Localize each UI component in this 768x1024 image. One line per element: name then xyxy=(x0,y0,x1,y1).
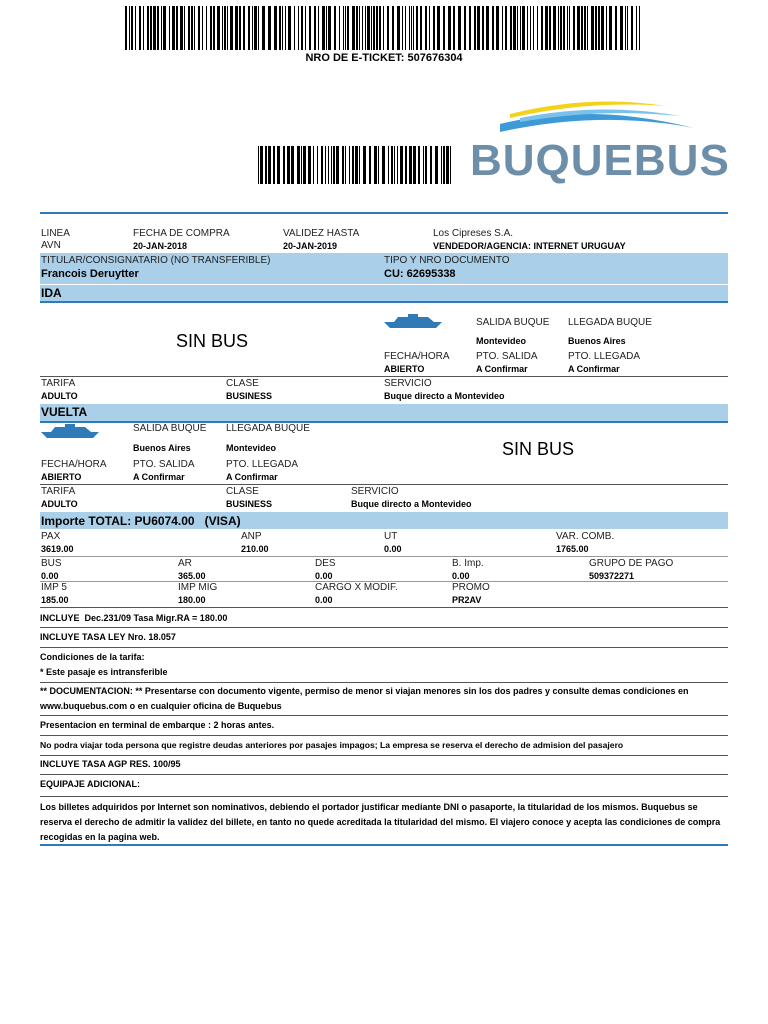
ida-fecha-label: FECHA/HORA xyxy=(384,351,450,362)
ida-llegada-buque-label: LLEGADA BUQUE xyxy=(568,317,652,328)
des-label: DES xyxy=(315,558,336,569)
barcode-bar xyxy=(374,146,377,184)
imp5-value: 185.00 xyxy=(41,595,69,605)
barcode-bar xyxy=(262,6,265,50)
barcode-bar xyxy=(308,146,311,184)
barcode-bar xyxy=(172,6,175,50)
pax-value: 3619.00 xyxy=(41,544,74,554)
barcode-bar xyxy=(448,6,451,50)
barcode-bar xyxy=(258,146,259,184)
vuelta-pto-salida-value: A Confirmar xyxy=(133,472,185,482)
barcode-bar xyxy=(418,146,420,184)
logo-barcode xyxy=(258,146,452,184)
varcomb-label: VAR. COMB. xyxy=(556,531,615,542)
cargo-value: 0.00 xyxy=(315,595,333,605)
note-tasa-migr: INCLUYE Dec.231/09 Tasa Migr.RA = 180.00 xyxy=(40,613,228,623)
barcode-bar xyxy=(184,6,185,50)
barcode-bar xyxy=(301,6,303,50)
notes-divider-6 xyxy=(40,755,728,756)
vuelta-clase-value: BUSINESS xyxy=(226,499,273,509)
barcode-bar xyxy=(147,6,149,50)
ut-value: 0.00 xyxy=(384,544,402,554)
importe-divider-1 xyxy=(40,556,728,557)
barcode-bar xyxy=(486,6,489,50)
notes-divider-4 xyxy=(40,715,728,716)
ar-label: AR xyxy=(178,558,192,569)
brand-name: BUQUEBUS xyxy=(470,136,730,185)
barcode-bar xyxy=(379,6,381,50)
barcode-bar xyxy=(537,6,538,50)
barcode-bar xyxy=(274,6,277,50)
barcode-bar xyxy=(639,6,640,50)
fecha-compra-label: FECHA DE COMPRA xyxy=(133,228,230,239)
ida-pto-salida-value: A Confirmar xyxy=(476,364,528,374)
barcode-bar xyxy=(333,146,335,184)
ida-salida-buque-label: SALIDA BUQUE xyxy=(476,317,550,328)
barcode-bar xyxy=(252,6,253,50)
barcode-bar xyxy=(433,6,435,50)
barcode-bar xyxy=(636,6,637,50)
barcode-bar xyxy=(560,6,562,50)
divider-bottom xyxy=(40,844,728,846)
barcode-bar xyxy=(411,6,412,50)
barcode-bar xyxy=(153,6,156,50)
barcode-bar xyxy=(496,6,499,50)
barcode-bar xyxy=(477,6,480,50)
barcode-bar xyxy=(443,146,445,184)
barcode-bar xyxy=(298,6,299,50)
barcode-bar xyxy=(235,6,238,50)
notes-divider-5 xyxy=(40,735,728,736)
impmig-label: IMP MIG xyxy=(178,582,218,593)
barcode-bar xyxy=(297,146,300,184)
des-value: 0.00 xyxy=(315,571,333,581)
barcode-bar xyxy=(328,6,331,50)
divider-top xyxy=(40,212,728,214)
ida-divider xyxy=(40,301,728,303)
barcode-bar xyxy=(581,6,583,50)
fecha-compra-value: 20-JAN-2018 xyxy=(133,241,188,251)
vuelta-pto-llegada-value: A Confirmar xyxy=(226,472,278,482)
vuelta-tarifa-label: TARIFA xyxy=(41,486,76,497)
barcode-bar xyxy=(425,6,427,50)
barcode-bar xyxy=(277,146,280,184)
barcode-bar xyxy=(198,6,200,50)
barcode-bar xyxy=(409,6,410,50)
barcode-bar xyxy=(258,6,259,50)
barcode-bar xyxy=(573,6,575,50)
vuelta-llegada-buque-label: LLEGADA BUQUE xyxy=(226,423,310,434)
barcode-bar xyxy=(469,6,471,50)
barcode-bar xyxy=(339,6,340,50)
barcode-bar xyxy=(222,6,223,50)
barcode-bar xyxy=(627,6,628,50)
barcode-bar xyxy=(373,6,375,50)
cargo-label: CARGO X MODIF. xyxy=(315,582,398,593)
barcode-bar xyxy=(352,6,355,50)
barcode-bar xyxy=(446,146,449,184)
barcode-bar xyxy=(482,6,484,50)
barcode-bar xyxy=(227,6,228,50)
validez-value: 20-JAN-2019 xyxy=(283,241,338,251)
barcode-bar xyxy=(188,6,190,50)
linea-label: LINEA xyxy=(41,228,70,239)
barcode-bar xyxy=(513,6,516,50)
barcode-bar xyxy=(450,146,451,184)
notes-divider-2 xyxy=(40,647,728,648)
barcode-bar xyxy=(239,6,241,50)
varcomb-value: 1765.00 xyxy=(556,544,589,554)
barcode-bar xyxy=(273,146,275,184)
barcode-bar xyxy=(336,146,339,184)
ida-clase-value: BUSINESS xyxy=(226,391,273,401)
barcode-bar xyxy=(416,6,418,50)
validez-label: VALIDEZ HASTA xyxy=(283,228,360,239)
barcode-bar xyxy=(356,6,358,50)
barcode-bar xyxy=(631,6,633,50)
vuelta-tarifa-divider xyxy=(40,484,728,485)
barcode-bar xyxy=(260,146,263,184)
barcode-bar xyxy=(394,146,395,184)
impmig-value: 180.00 xyxy=(178,595,206,605)
barcode-bar xyxy=(420,6,422,50)
vuelta-fecha-label: FECHA/HORA xyxy=(41,459,107,470)
barcode-bar xyxy=(553,6,556,50)
linea-value: AVN xyxy=(41,240,61,251)
notes-divider-3 xyxy=(40,682,728,683)
notes-divider-0 xyxy=(40,607,728,608)
barcode-bar xyxy=(169,6,170,50)
ida-title: IDA xyxy=(41,286,62,300)
barcode-bar xyxy=(378,146,379,184)
vuelta-fecha-value: ABIERTO xyxy=(41,472,82,482)
barcode-bar xyxy=(437,6,440,50)
barcode-bar xyxy=(243,6,245,50)
barcode-bar xyxy=(474,6,476,50)
anp-value: 210.00 xyxy=(241,544,269,554)
anp-label: ANP xyxy=(241,531,262,542)
barcode-bar xyxy=(176,6,178,50)
barcode-bar xyxy=(587,6,588,50)
vuelta-clase-label: CLASE xyxy=(226,486,259,497)
barcode-bar xyxy=(591,6,594,50)
barcode-bar xyxy=(206,6,207,50)
ida-tarifa-value: ADULTO xyxy=(41,391,78,401)
barcode-bar xyxy=(268,6,271,50)
barcode-bar xyxy=(615,6,617,50)
barcode-bar xyxy=(545,6,548,50)
barcode-bar xyxy=(362,6,363,50)
barcode-bar xyxy=(510,6,512,50)
notes-divider-7 xyxy=(40,774,728,775)
barcode-bar xyxy=(423,146,424,184)
doc-value: CU: 62695338 xyxy=(384,268,456,280)
barcode-bar xyxy=(453,6,455,50)
barcode-bar xyxy=(443,6,445,50)
barcode-bar xyxy=(191,6,193,50)
barcode-bar xyxy=(318,6,319,50)
vuelta-pto-llegada-label: PTO. LLEGADA xyxy=(226,459,299,470)
bimp-value: 0.00 xyxy=(452,571,470,581)
top-barcode xyxy=(125,6,643,50)
barcode-bar xyxy=(429,6,430,50)
barcode-bar xyxy=(392,6,394,50)
barcode-bar xyxy=(391,146,393,184)
barcode-bar xyxy=(464,6,466,50)
barcode-bar xyxy=(230,6,233,50)
barcode-bar xyxy=(313,146,314,184)
barcode-bar xyxy=(606,6,607,50)
vuelta-servicio-label: SERVICIO xyxy=(351,486,399,497)
barcode-bar xyxy=(285,6,286,50)
ida-pto-llegada-value: A Confirmar xyxy=(568,364,620,374)
barcode-bar xyxy=(522,6,525,50)
barcode-bar xyxy=(129,6,130,50)
barcode-bar xyxy=(567,6,568,50)
vendedor: VENDEDOR/AGENCIA: INTERNET URUGUAY xyxy=(433,241,626,251)
barcode-bar xyxy=(517,6,518,50)
barcode-bar xyxy=(383,6,384,50)
barcode-bar xyxy=(291,146,294,184)
barcode-bar xyxy=(397,6,400,50)
barcode-bar xyxy=(345,6,346,50)
barcode-bar xyxy=(458,6,461,50)
barcode-bar xyxy=(367,6,370,50)
company-name: Los Cipreses S.A. xyxy=(433,228,514,239)
barcode-bar xyxy=(400,146,403,184)
barcode-bar xyxy=(331,146,332,184)
doc-label: TIPO Y NRO DOCUMENTO xyxy=(384,255,510,266)
note-condiciones-title: Condiciones de la tarifa: xyxy=(40,652,145,662)
barcode-bar xyxy=(287,146,290,184)
barcode-bar xyxy=(283,146,285,184)
barcode-bar xyxy=(139,6,141,50)
note-tasa-ley: INCLUYE TASA LEY Nro. 18.057 xyxy=(40,632,176,642)
barcode-bar xyxy=(577,6,580,50)
barcode-bar xyxy=(397,146,398,184)
barcode-bar xyxy=(413,146,416,184)
ida-pto-salida-label: PTO. SALIDA xyxy=(476,351,538,362)
note-presentacion: Presentacion en terminal de embarque : 2 horas antes. xyxy=(40,720,275,730)
ida-band xyxy=(40,285,728,301)
note-tasa-agp: INCLUYE TASA AGP RES. 100/95 xyxy=(40,759,181,769)
ida-servicio-label: SERVICIO xyxy=(384,378,432,389)
barcode-bar xyxy=(325,146,326,184)
notes-divider-1 xyxy=(40,627,728,628)
ida-servicio-value: Buque directo a Montevideo xyxy=(384,391,505,401)
barcode-bar xyxy=(210,6,212,50)
barcode-bar xyxy=(402,6,403,50)
barcode-bar xyxy=(326,6,327,50)
barcode-bar xyxy=(441,146,442,184)
note-equipaje: EQUIPAJE ADICIONAL: xyxy=(40,779,141,789)
barcode-bar xyxy=(371,6,372,50)
note-admision: No podra viajar toda persona que registre deudas anteriores por pasajes impagos; La empresa se reserva el derecho de admision del pasajero xyxy=(40,740,624,750)
grupo-label: GRUPO DE PAGO xyxy=(589,558,674,569)
barcode-bar xyxy=(527,6,528,50)
barcode-bar xyxy=(213,6,215,50)
ida-pto-llegada-label: PTO. LLEGADA xyxy=(568,351,641,362)
barcode-bar xyxy=(343,6,344,50)
barcode-bar xyxy=(347,6,349,50)
barcode-bar xyxy=(533,6,534,50)
vuelta-tarifa-value: ADULTO xyxy=(41,499,78,509)
barcode-bar xyxy=(505,6,507,50)
barcode-bar xyxy=(125,6,127,50)
barcode-bar xyxy=(620,6,623,50)
barcode-bar xyxy=(425,146,427,184)
barcode-bar xyxy=(584,6,586,50)
barcode-bar xyxy=(150,6,152,50)
barcode-bar xyxy=(345,146,346,184)
barcode-bar xyxy=(265,146,267,184)
notes-divider-8 xyxy=(40,796,728,797)
barcode-bar xyxy=(305,6,306,50)
ship-icon xyxy=(384,314,446,328)
pax-label: PAX xyxy=(41,531,61,542)
barcode-bar xyxy=(558,6,559,50)
barcode-bar xyxy=(430,146,432,184)
barcode-bar xyxy=(180,6,183,50)
ida-fecha-value: ABIERTO xyxy=(384,364,425,374)
ida-tarifa-label: TARIFA xyxy=(41,378,76,389)
barcode-icon xyxy=(258,146,452,184)
barcode-bar xyxy=(352,146,354,184)
barcode-bar xyxy=(279,6,281,50)
barcode-bar xyxy=(143,6,144,50)
barcode-bar xyxy=(359,146,360,184)
barcode-bar xyxy=(254,6,257,50)
importe-total: Importe TOTAL: PU6074.00 (VISA) xyxy=(41,514,241,528)
barcode-bar xyxy=(202,6,203,50)
promo-value: PR2AV xyxy=(452,595,482,605)
ut-label: UT xyxy=(384,531,398,542)
eticket-number: NRO DE E-TICKET: 507676304 xyxy=(305,52,463,64)
barcode-bar xyxy=(502,6,503,50)
barcode-bar xyxy=(303,146,306,184)
vuelta-llegada-buque-value: Montevideo xyxy=(226,443,277,453)
vuelta-band xyxy=(40,404,728,421)
barcode-bar xyxy=(409,146,412,184)
barcode-bar xyxy=(388,146,389,184)
barcode-bar xyxy=(282,6,283,50)
barcode-bar xyxy=(309,6,311,50)
barcode-bar xyxy=(530,6,531,50)
barcode-bar xyxy=(541,6,543,50)
barcode-bar xyxy=(435,146,438,184)
imp5-label: IMP 5 xyxy=(41,582,67,593)
barcode-bar xyxy=(382,146,385,184)
vuelta-bus: SIN BUS xyxy=(502,439,575,459)
barcode-bar xyxy=(194,6,195,50)
grupo-value: 509372271 xyxy=(589,571,635,581)
barcode-bar xyxy=(161,6,162,50)
note-billetes: Los billetes adquiridos por Internet son nominativos, debiendo el portador justificar mediante DNI o pasaporte, la titularidad de los mismos. Buquebus se reserva el derecho de admitir la validez del billete, en tanto no quede acreditada la titularidad del mismo. El viajero conoce y acepta las condiciones de compra recogidas en la pagina web. xyxy=(40,802,721,842)
bus-label: BUS xyxy=(41,558,62,569)
barcode-bar xyxy=(328,146,329,184)
barcode-bar xyxy=(405,146,407,184)
barcode-bar xyxy=(363,146,366,184)
barcode-bar xyxy=(625,6,626,50)
barcode-bar xyxy=(492,6,494,50)
note-condiciones-item: * Este pasaje es intransferible xyxy=(40,667,168,677)
barcode-bar xyxy=(355,146,358,184)
barcode-bar xyxy=(248,6,250,50)
barcode-bar xyxy=(349,146,350,184)
barcode-bar xyxy=(294,6,295,50)
barcode-bar xyxy=(365,6,366,50)
barcode-bar xyxy=(268,146,271,184)
vuelta-salida-buque-value: Buenos Aires xyxy=(133,443,191,453)
bimp-label: B. Imp. xyxy=(452,558,484,569)
barcode-bar xyxy=(314,6,316,50)
barcode-bar xyxy=(317,146,318,184)
barcode-bar xyxy=(157,6,159,50)
barcode-bar xyxy=(359,6,360,50)
barcode-bar xyxy=(520,6,521,50)
titular-label: TITULAR/CONSIGNATARIO (NO TRANSFERIBLE) xyxy=(41,255,271,266)
ida-clase-label: CLASE xyxy=(226,378,259,389)
barcode-bar xyxy=(595,6,597,50)
barcode-bar xyxy=(601,6,604,50)
barcode-bar xyxy=(598,6,600,50)
ship-icon xyxy=(41,424,103,438)
bus-value: 0.00 xyxy=(41,571,59,581)
barcode-bar xyxy=(376,6,378,50)
ida-tarifa-divider xyxy=(40,376,728,377)
barcode-bar xyxy=(413,6,414,50)
barcode-bar xyxy=(322,6,325,50)
barcode-bar xyxy=(369,146,371,184)
ar-value: 365.00 xyxy=(178,571,206,581)
note-documentacion: ** DOCUMENTACION: ** Presentarse con documento vigente, permiso de menor si viajan menores sin los dos padres y consulte demas condiciones en www.buquebus.com o en cualquier oficina de Buquebus xyxy=(40,686,689,711)
barcode-bar xyxy=(569,6,570,50)
barcode-bar xyxy=(135,6,136,50)
vuelta-pto-salida-label: PTO. SALIDA xyxy=(133,459,195,470)
barcode-bar xyxy=(163,6,166,50)
vuelta-salida-buque-label: SALIDA BUQUE xyxy=(133,423,207,434)
barcode-bar xyxy=(405,6,406,50)
barcode-bar xyxy=(224,6,226,50)
vuelta-servicio-value: Buque directo a Montevideo xyxy=(351,499,472,509)
vuelta-title: VUELTA xyxy=(41,405,88,419)
barcode-bar xyxy=(334,6,336,50)
barcode-bar xyxy=(342,146,344,184)
barcode-bar xyxy=(549,6,551,50)
barcode-icon xyxy=(125,6,643,50)
titular-name: Francois Deruytter xyxy=(41,268,139,280)
barcode-bar xyxy=(609,6,612,50)
ida-bus: SIN BUS xyxy=(176,331,249,351)
barcode-bar xyxy=(321,146,323,184)
barcode-bar xyxy=(131,6,133,50)
barcode-bar xyxy=(288,6,291,50)
ida-llegada-buque-value: Buenos Aires xyxy=(568,336,626,346)
barcode-bar xyxy=(563,6,565,50)
ida-salida-buque-value: Montevideo xyxy=(476,336,527,346)
barcode-bar xyxy=(217,6,220,50)
barcode-bar xyxy=(301,146,302,184)
promo-label: PROMO xyxy=(452,582,490,593)
barcode-bar xyxy=(387,6,389,50)
